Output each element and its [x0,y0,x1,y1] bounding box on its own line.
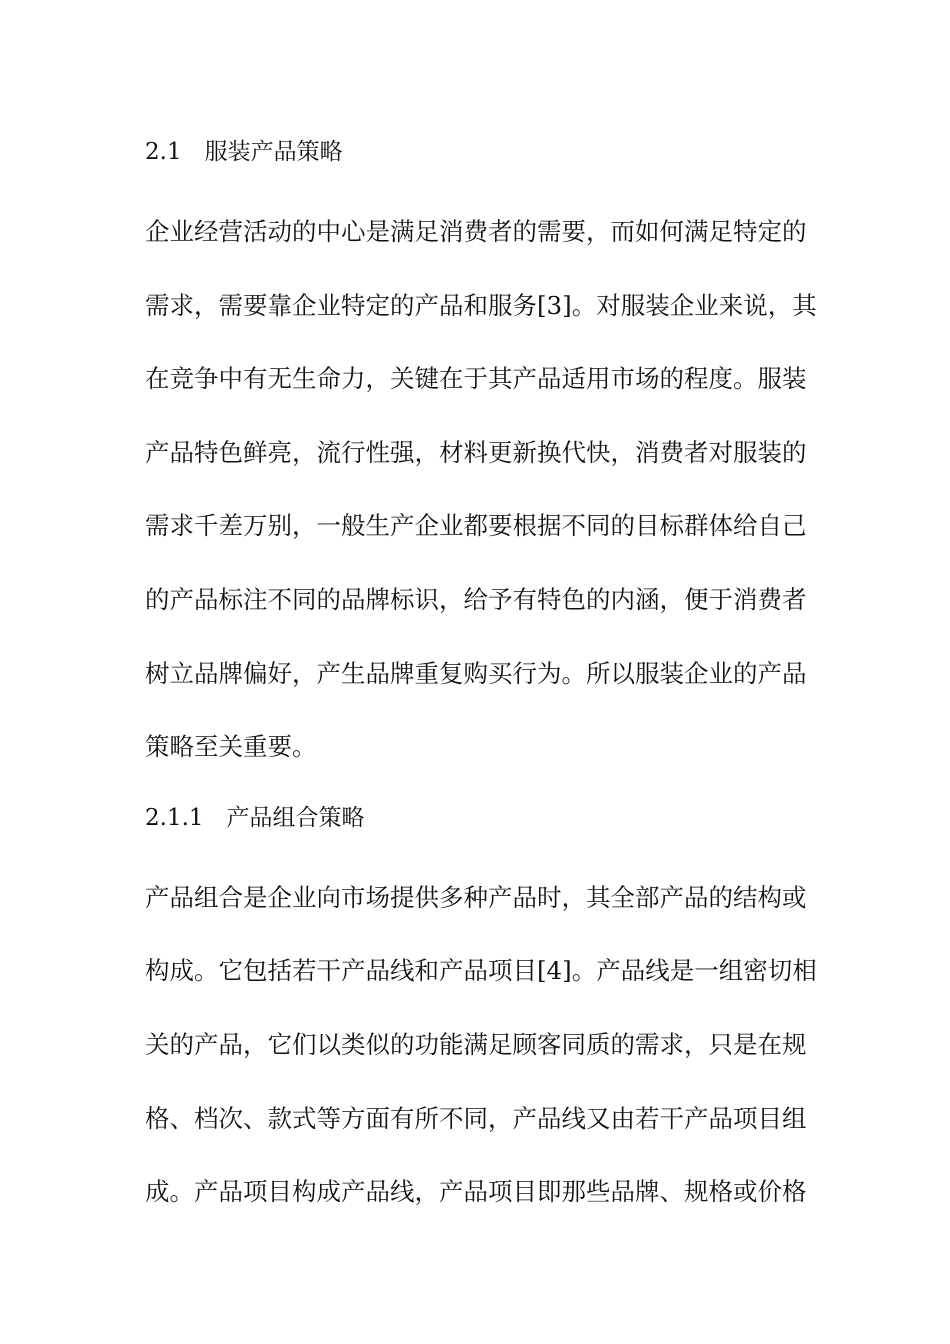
paragraph-line: 企业经营活动的中心是满足消费者的需要，而如何满足特定的 [145,217,807,246]
paragraph-line: 关的产品，它们以类似的功能满足顾客同质的需求，只是在规 [145,1029,807,1059]
section-heading: 2.1 服装产品策略 [145,139,343,165]
section-paragraph [145,195,817,784]
paragraph-line: 产品组合是企业向市场提供多种产品时，其全部产品的结构或 [145,882,807,912]
paragraph-line: 产品特色鲜亮，流行性强，材料更新换代快，消费者对服装的 [145,437,807,467]
document-body [145,122,817,1229]
paragraph-line: 需求，需要靠企业特定的产品和服务[3]。对服装企业来说，其 [145,290,817,320]
paragraph-line: 成。产品项目构成产品线，产品项目即那些品牌、规格或价格 [145,1177,807,1207]
paragraph-line: 在竞争中有无生命力，关键在于其产品适用市场的程度。服装 [145,364,807,394]
paragraph-line: 策略至关重要。 [145,732,317,762]
subsection-heading: 2.1.1 产品组合策略 [145,804,365,831]
paragraph-line: 的产品标注不同的品牌标识，给予有特色的内涵，便于消费者 [145,584,807,614]
paragraph-line: 格、档次、款式等方面有所不同，产品线又由若干产品项目组 [145,1103,807,1133]
paragraph-line: 需求千差万别，一般生产企业都要根据不同的目标群体给自己 [145,511,807,541]
paragraph-line: 构成。它包括若干产品线和产品项目[4]。产品线是一组密切相 [145,956,817,986]
subsection-paragraph [145,861,817,1229]
paragraph-line: 树立品牌偏好，产生品牌重复购买行为。所以服装企业的产品 [145,658,807,688]
